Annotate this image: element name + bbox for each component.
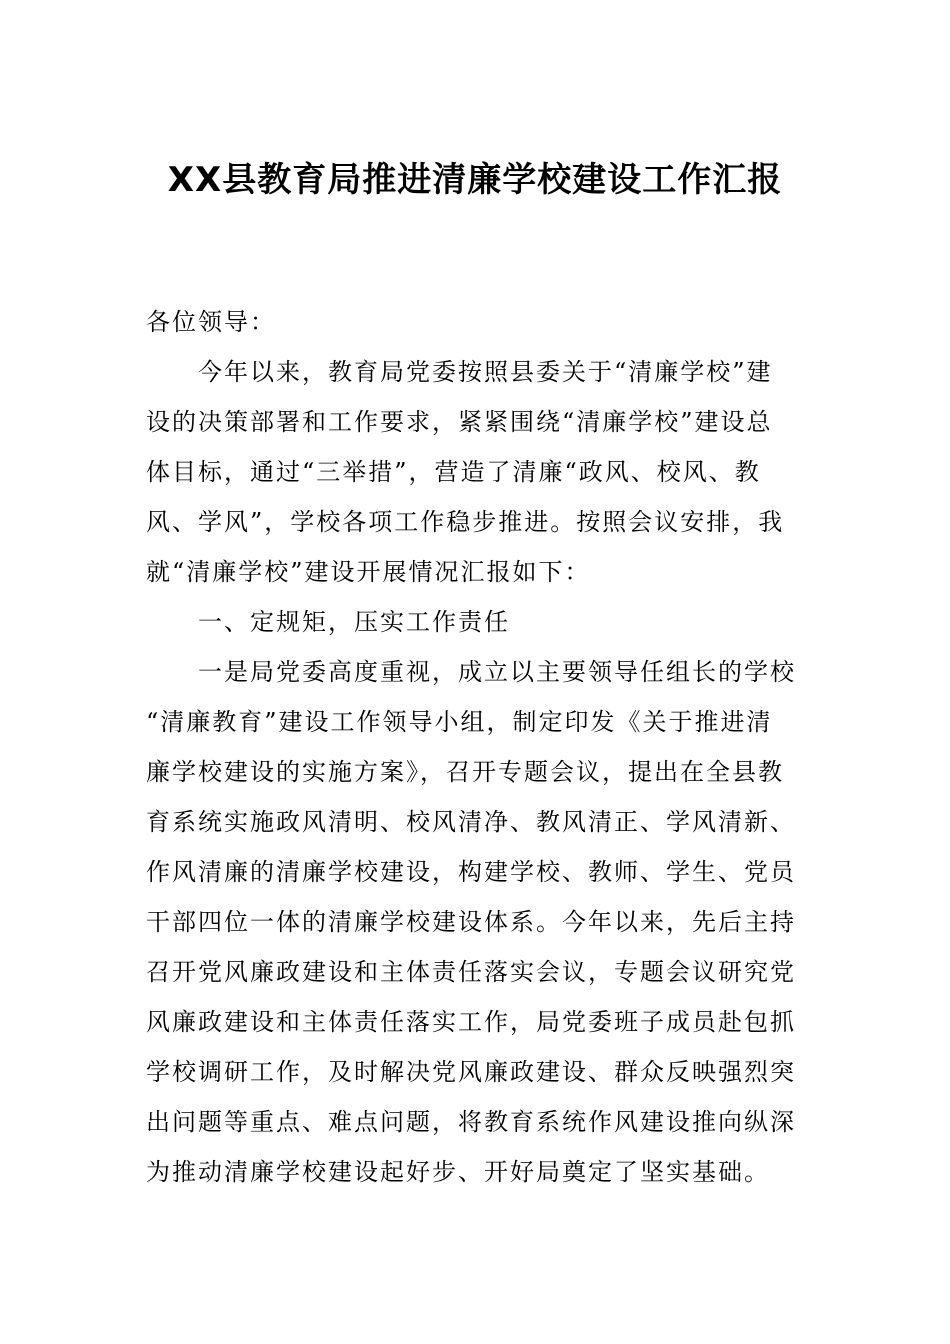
body-line: 召开党风廉政建设和主体责任落实会议，专题会议研究党: [146, 958, 796, 986]
body-line: 设的决策部署和工作要求，紧紧围绕“清廉学校”建设总: [146, 408, 773, 436]
body-line: 风廉政建设和主体责任落实工作，局党委班子成员赴包抓: [146, 1008, 796, 1036]
body-line: 就“清廉学校”建设开展情况汇报如下：: [146, 558, 591, 586]
body-line: 育系统实施政风清明、校风清净、教风清正、学风清新、: [146, 808, 796, 836]
body-line: 风、学风”，学校各项工作稳步推进。按照会议安排，我: [146, 508, 785, 536]
body-line: 一、定规矩，压实工作责任: [198, 608, 510, 636]
body-line: 干部四位一体的清廉学校建设体系。今年以来，先后主持: [146, 908, 796, 936]
body-line: 学校调研工作，及时解决党风廉政建设、群众反映强烈突: [146, 1058, 796, 1086]
body-line: 今年以来，教育局党委按照县委关于“清廉学校”建: [198, 358, 773, 386]
document-body: [146, 297, 806, 1197]
body-line: 出问题等重点、难点问题，将教育系统作风建设推向纵深: [146, 1108, 796, 1136]
body-line: “清廉教育”建设工作领导小组，制定印发《关于推进清: [146, 708, 773, 736]
document-title: XX县教育局推进清廉学校建设工作汇报: [167, 160, 783, 200]
body-line: 廉学校建设的实施方案》，召开专题会议，提出在全县教: [146, 758, 784, 786]
body-line: 各位领导：: [146, 308, 276, 336]
body-line: 作风清廉的清廉学校建设，构建学校、教师、学生、党员: [146, 858, 796, 886]
body-line: 一是局党委高度重视，成立以主要领导任组长的学校: [198, 658, 796, 686]
body-line: 体目标，通过“三举措”，营造了清廉“政风、校风、教: [146, 458, 761, 486]
body-line: 为推动清廉学校建设起好步、开好局奠定了坚实基础。: [146, 1158, 770, 1186]
